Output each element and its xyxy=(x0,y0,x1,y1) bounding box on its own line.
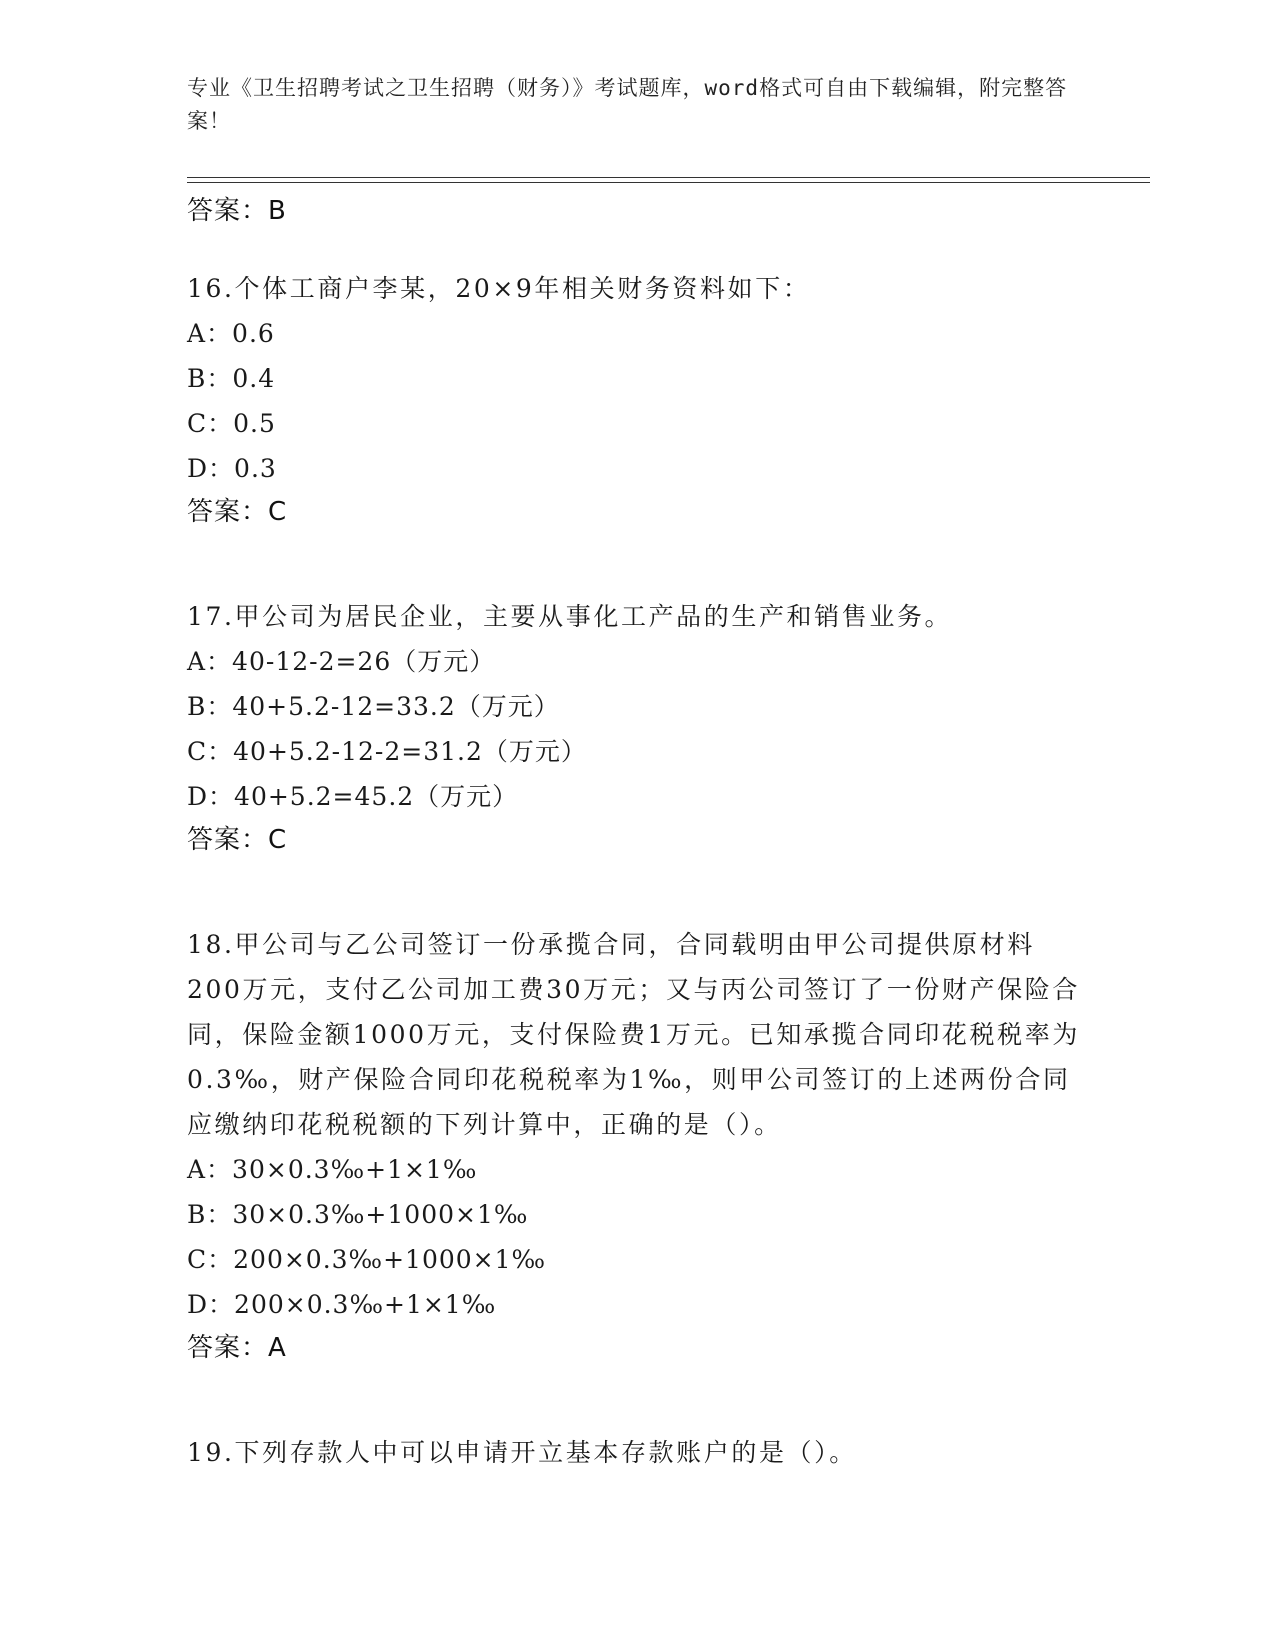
option-d: D：40+5.2=45.2（万元） xyxy=(187,782,519,811)
question-item xyxy=(187,1430,1087,1475)
question-stem: 17.甲公司为居民企业，主要从事化工产品的生产和销售业务。 xyxy=(187,602,953,631)
option-a: A：40-12-2=26（万元） xyxy=(187,647,496,676)
page-header: 专业《卫生招聘考试之卫生招聘（财务）》考试题库，word格式可自由下载编辑，附完整答案！ xyxy=(187,76,1068,133)
question-stem: 18.甲公司与乙公司签订一份承揽合同，合同载明由甲公司提供原材料200万元，支付乙公司加工费30万元；又与丙公司签订了一份财产保险合同，保险金额1000万元，支付保险费1万元。已知承揽合同印花税税率为0.3‰，财产保险合同印花税税率为1‰，则甲公司签订的上述两份合同应缴纳印花税税额的下列计算中，正确的是（）。 xyxy=(187,930,1080,1139)
option-d: D：0.3 xyxy=(187,454,277,483)
answer-label: 答案： xyxy=(187,497,269,527)
answer-label: 答案： xyxy=(187,825,269,855)
answer-value: C xyxy=(268,825,288,855)
header-rule-top xyxy=(187,177,1150,178)
answer-label: 答案： xyxy=(187,1333,269,1363)
option-c: C：200×0.3‰+1000×1‰ xyxy=(187,1245,547,1274)
option-b: B：0.4 xyxy=(187,364,276,393)
option-a: A：30×0.3‰+1×1‰ xyxy=(187,1155,478,1184)
answer-value: C xyxy=(268,497,288,527)
question-stem: 19.下列存款人中可以申请开立基本存款账户的是（）。 xyxy=(187,1438,857,1467)
answer-line xyxy=(187,190,1087,232)
option-d: D：200×0.3‰+1×1‰ xyxy=(187,1290,497,1319)
answer-line xyxy=(187,1327,1087,1369)
answer-line xyxy=(187,819,1087,861)
answer-label: 答案： xyxy=(187,196,269,226)
question-stem: 16.个体工商户李某，20×9年相关财务资料如下： xyxy=(187,274,811,303)
header-rule-bottom xyxy=(187,182,1150,183)
option-b: B：30×0.3‰+1000×1‰ xyxy=(187,1200,529,1229)
option-c: C：0.5 xyxy=(187,409,276,438)
answer-value: A xyxy=(268,1333,287,1363)
option-c: C：40+5.2-12-2=31.2（万元） xyxy=(187,737,587,766)
answer-line xyxy=(187,491,1087,533)
question-item xyxy=(187,594,1087,861)
question-item xyxy=(187,266,1087,533)
option-b: B：40+5.2-12=33.2（万元） xyxy=(187,692,560,721)
question-item xyxy=(187,922,1087,1369)
option-a: A：0.6 xyxy=(187,319,275,348)
question-list xyxy=(187,190,1087,1475)
answer-value: B xyxy=(268,196,287,226)
